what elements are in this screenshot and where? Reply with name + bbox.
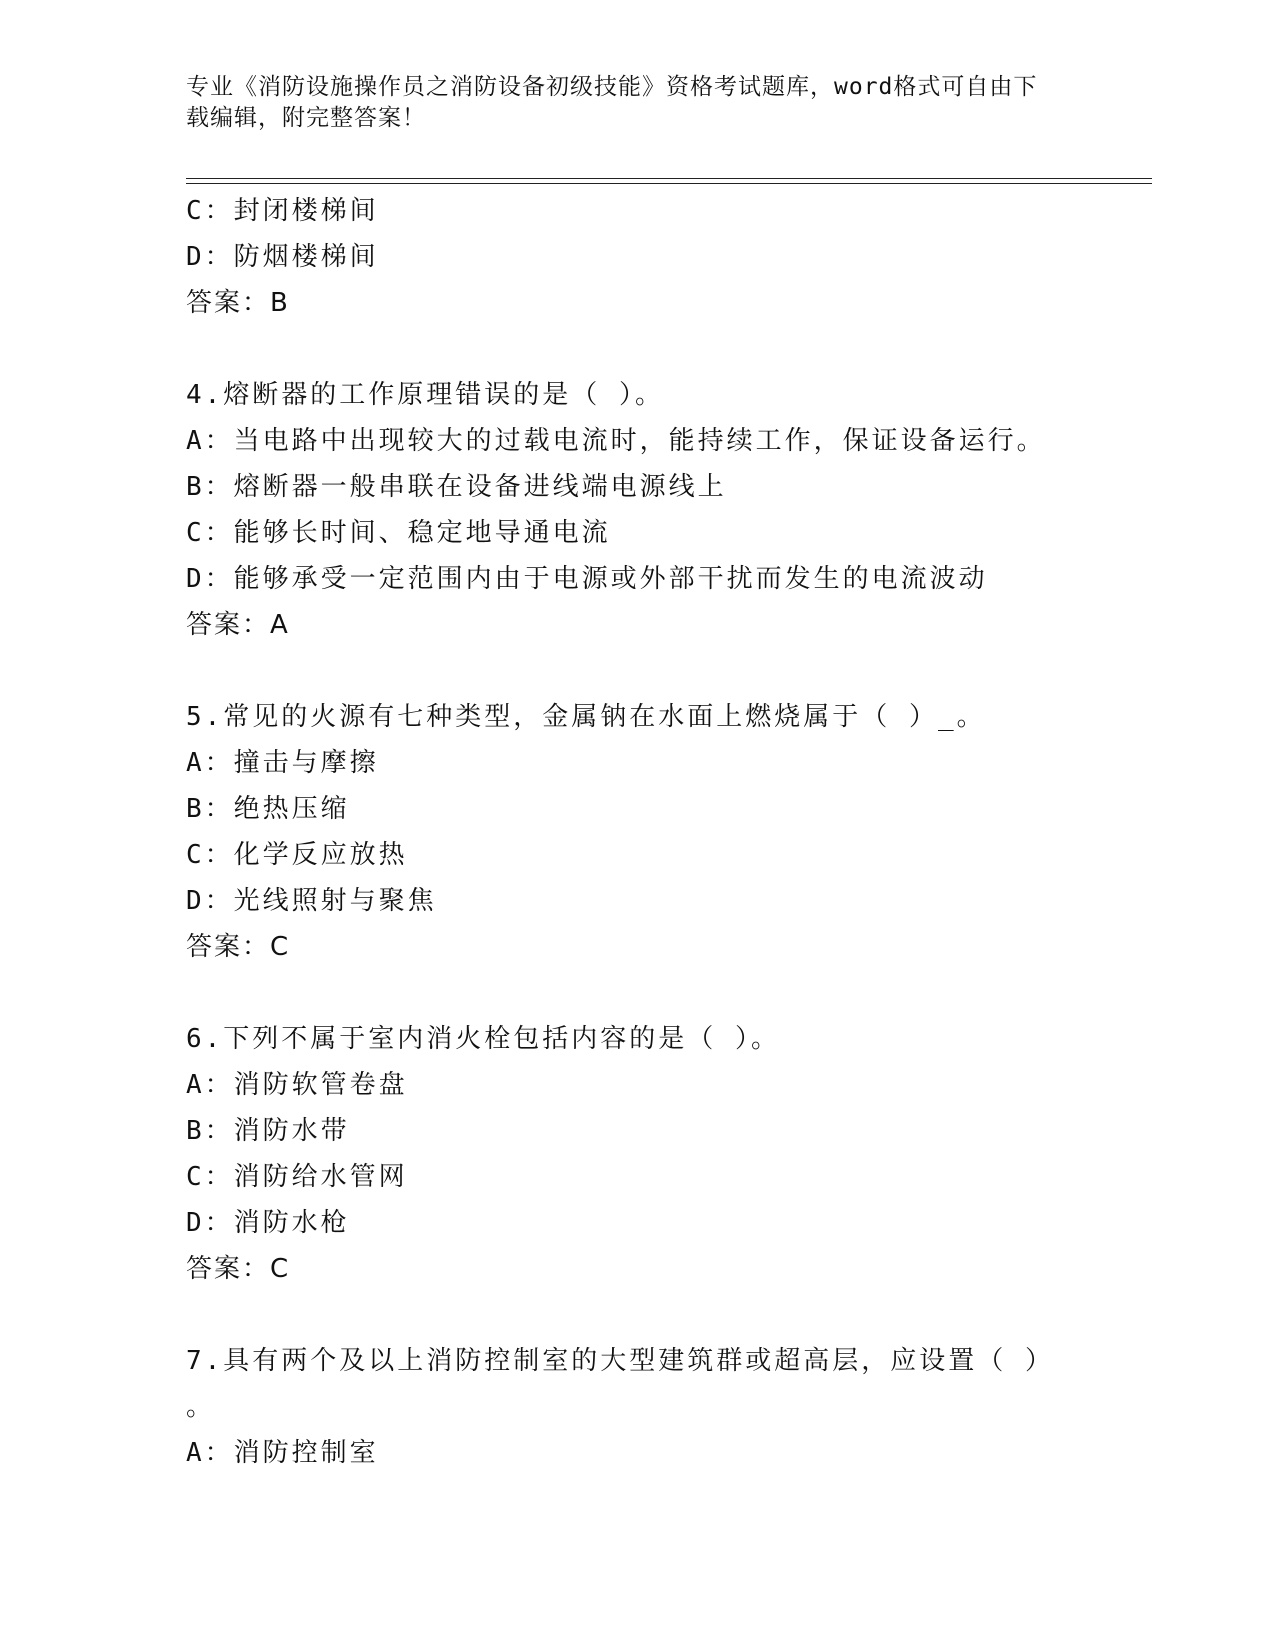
q4-stem: 4.熔断器的工作原理错误的是（ ）。	[186, 380, 664, 410]
q5-stem: 5.常见的火源有七种类型，金属钠在水面上燃烧属于（ ）_。	[186, 702, 986, 732]
header-divider-top	[186, 178, 1152, 179]
q6-option-d: D：消防水枪	[186, 1208, 350, 1238]
q6-option-b: B：消防水带	[186, 1116, 350, 1146]
q4-answer: 答案：A	[186, 610, 290, 640]
q4-option-c: C：能够长时间、稳定地导通电流	[186, 518, 611, 548]
spacer	[186, 326, 1146, 372]
q6-option-c: C：消防给水管网	[186, 1162, 408, 1192]
q5-option-a: A：撞击与摩擦	[186, 748, 379, 778]
q7-option-a: A：消防控制室	[186, 1438, 379, 1468]
q3-option-c: C：封闭楼梯间	[186, 196, 379, 226]
q6-answer: 答案：C	[186, 1254, 291, 1284]
q4-option-a: A：当电路中出现较大的过载电流时，能持续工作，保证设备运行。	[186, 426, 1046, 456]
header-divider-bottom	[186, 183, 1152, 184]
spacer	[186, 1292, 1146, 1338]
q3-answer: 答案：B	[186, 288, 290, 318]
spacer	[186, 970, 1146, 1016]
q3-option-d: D：防烟楼梯间	[186, 242, 379, 272]
q6-stem: 6.下列不属于室内消火栓包括内容的是（ ）。	[186, 1024, 780, 1054]
q7-stem: 7.具有两个及以上消防控制室的大型建筑群或超高层，应设置（ ）	[186, 1346, 1054, 1376]
header-line-1: 专业《消防设施操作员之消防设备初级技能》资格考试题库，word格式可自由下	[186, 74, 1038, 100]
q5-option-d: D：光线照射与聚焦	[186, 886, 437, 916]
question-7	[186, 1338, 1146, 1476]
question-4	[186, 372, 1146, 648]
q4-option-b: B：熔断器一般串联在设备进线端电源线上	[186, 472, 727, 502]
question-3-tail	[186, 188, 1146, 326]
q6-option-a: A：消防软管卷盘	[186, 1070, 408, 1100]
document-header	[186, 72, 1086, 134]
q5-option-b: B：绝热压缩	[186, 794, 350, 824]
header-line-2: 载编辑，附完整答案！	[186, 105, 426, 131]
q5-option-c: C：化学反应放热	[186, 840, 408, 870]
q4-option-d: D：能够承受一定范围内由于电源或外部干扰而发生的电流波动	[186, 564, 988, 594]
q5-answer: 答案：C	[186, 932, 291, 962]
q7-stem-tail: 。	[186, 1392, 213, 1422]
question-5	[186, 694, 1146, 970]
question-list	[186, 188, 1146, 1476]
question-6	[186, 1016, 1146, 1292]
spacer	[186, 648, 1146, 694]
